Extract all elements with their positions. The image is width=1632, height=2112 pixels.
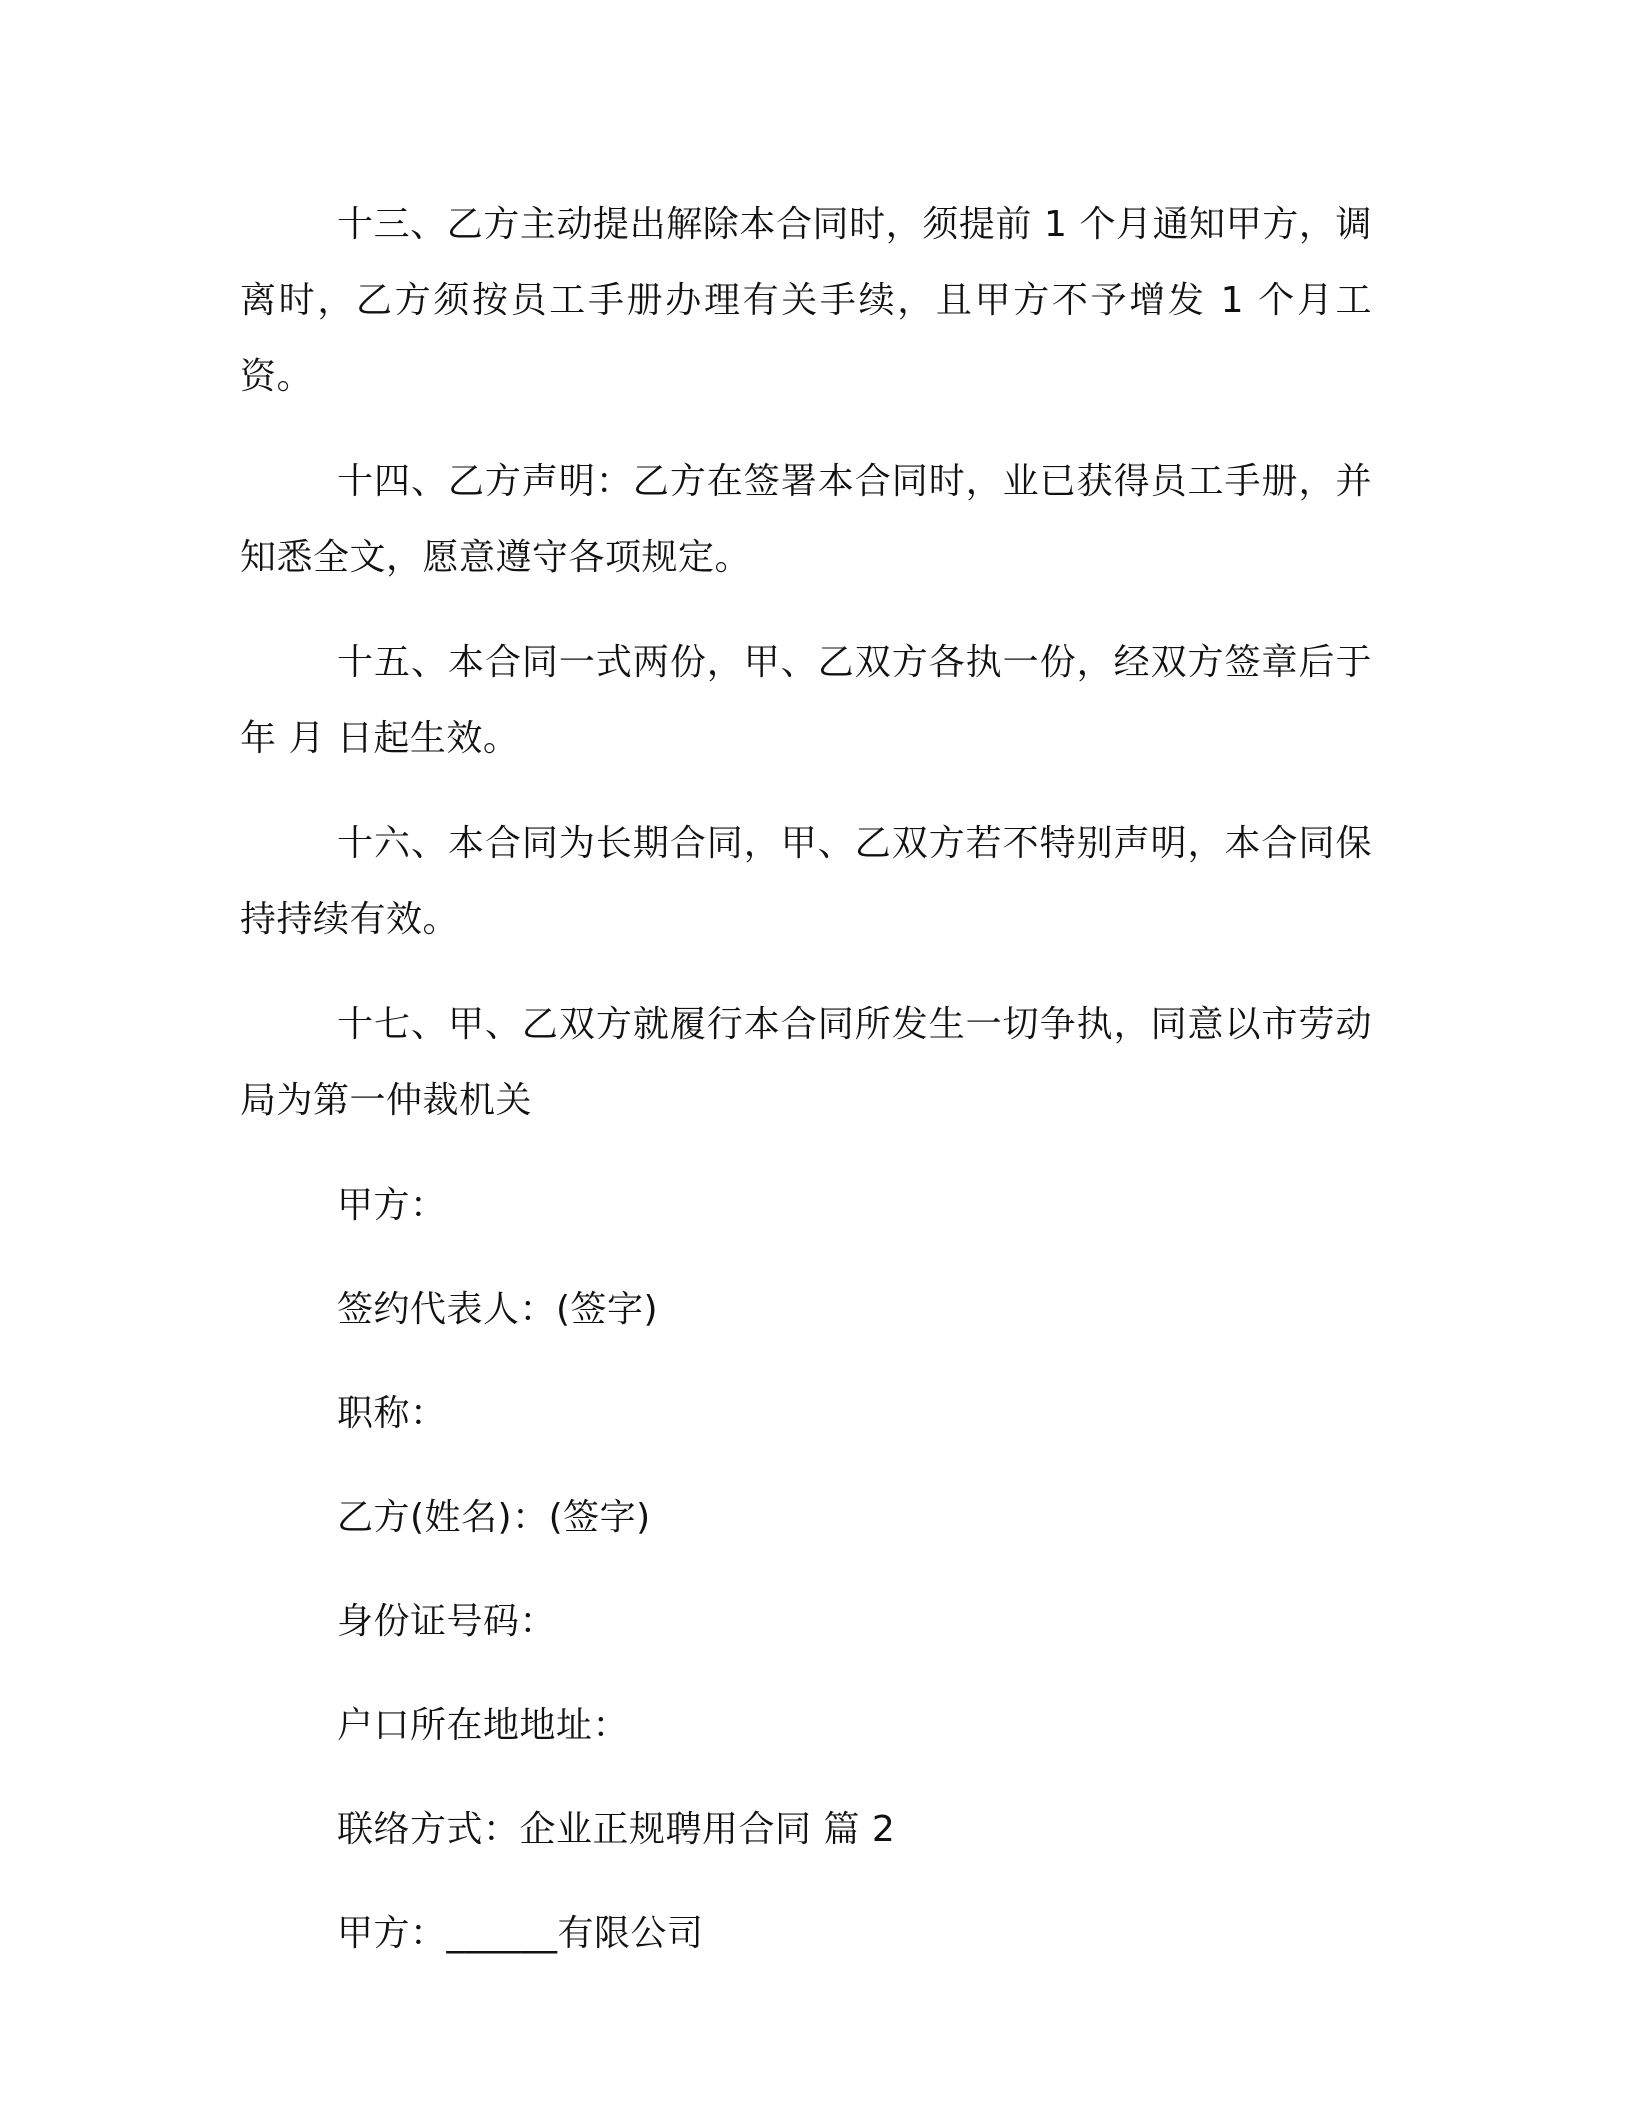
clause-15: 十五、本合同一式两份，甲、乙双方各执一份，经双方签章后于 年 月 日起生效。 [240, 642, 1372, 759]
document-body [240, 187, 1372, 2000]
signing-representative-line: 签约代表人：(签字) [337, 1289, 659, 1330]
clause-17: 十七、甲、乙双方就履行本合同所发生一切争执，同意以市劳动局为第一仲裁机关 [240, 1004, 1372, 1121]
clause-13: 十三、乙方主动提出解除本合同时，须提前 1 个月通知甲方，调离时，乙方须按员工手册办理有关手续，且甲方不予增发 1 个月工资。 [240, 204, 1372, 397]
party-a-company-line: 甲方：______有限公司 [337, 1913, 704, 1954]
clause-16: 十六、本合同为长期合同，甲、乙双方若不特别声明，本合同保持持续有效。 [240, 823, 1372, 940]
household-address-line: 户口所在地地址： [337, 1705, 630, 1746]
clause-14: 十四、乙方声明：乙方在签署本合同时，业已获得员工手册，并知悉全文，愿意遵守各项规定。 [240, 461, 1372, 578]
party-b-name-line: 乙方(姓名)：(签字) [337, 1497, 651, 1538]
contact-line: 联络方式：企业正规聘用合同 篇 2 [337, 1809, 896, 1850]
job-title-line: 职称： [337, 1393, 447, 1434]
id-number-line: 身份证号码： [337, 1601, 557, 1642]
party-a-label: 甲方： [337, 1185, 447, 1226]
